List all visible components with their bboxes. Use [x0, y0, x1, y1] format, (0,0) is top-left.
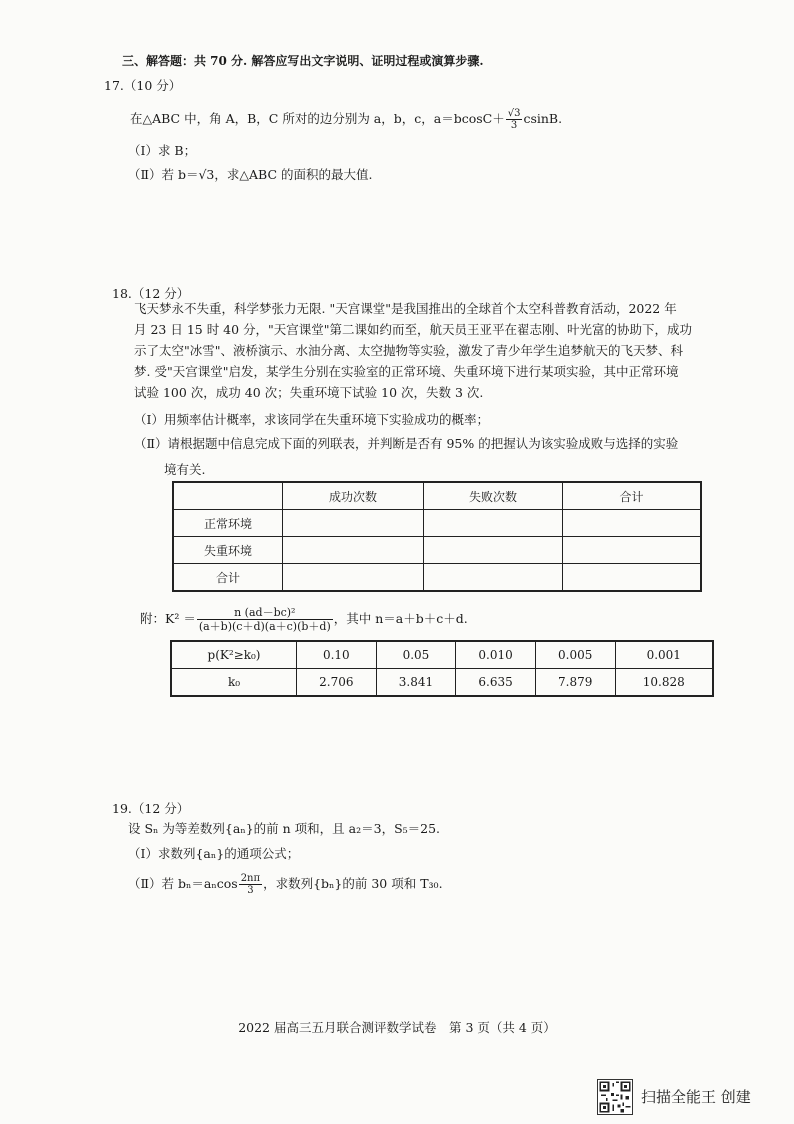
table-header-total: 合计: [563, 482, 702, 510]
qr-code-icon: [597, 1079, 633, 1115]
row-label-k0: k₀: [171, 669, 297, 697]
table-cell: [424, 564, 563, 592]
table-row: [171, 641, 713, 669]
scanner-watermark: [597, 1079, 777, 1115]
q19-fraction: [239, 873, 262, 896]
brand-label: 扫描全能王 创建: [641, 1088, 751, 1106]
k-value-cell: 7.879: [535, 669, 615, 697]
q18-number: 18.（12 分）: [112, 286, 190, 301]
q17-part1: （Ⅰ）求 B；: [128, 143, 197, 158]
q17-part2: （Ⅱ）若 b＝√3，求△ABC 的面积的最大值.: [128, 167, 373, 182]
p-value-cell: 0.001: [615, 641, 713, 669]
table-header-failure: 失败次数: [424, 482, 563, 510]
q18-para-line-5: 试验 100 次，成功 40 次；失重环境下试验 10 次，失数 3 次.: [134, 385, 484, 400]
formula-den: (a＋b)(c＋d)(a＋c)(b＋d): [198, 620, 331, 633]
p-value-cell: 0.05: [376, 641, 456, 669]
q18-para-line-1: 飞天梦永不失重，科学梦张力无限. "天宫课堂"是我国推出的全球首个太空科普教育活动，2022 年: [134, 301, 677, 316]
row-label-normal: 正常环境: [173, 510, 283, 537]
p-value-cell: 0.10: [297, 641, 377, 669]
q19-part2: [128, 872, 443, 896]
formula-prefix: 附：K² ＝: [140, 611, 196, 626]
q17-stem: [130, 108, 562, 131]
q19-stem: 设 Sₙ 为等差数列{aₙ}的前 n 项和，且 a₂＝3，S₅＝25.: [128, 821, 441, 836]
section-heading: 三、解答题：共 70 分. 解答应写出文字说明、证明过程或演算步骤.: [122, 54, 484, 68]
q19-part2-post: ，求数列{bₙ}的前 30 项和 T₃₀.: [263, 876, 443, 891]
row-label-total: 合计: [173, 564, 283, 592]
formula-num: n (ad－bc)²: [197, 606, 333, 620]
row-label-p: p(K²≥k₀): [171, 641, 297, 669]
critical-value-table: [170, 640, 714, 697]
q18-part2-line2: 境有关.: [164, 462, 206, 477]
table-row: [173, 510, 701, 537]
table-row: [173, 564, 701, 592]
q17-number: 17.（10 分）: [104, 78, 182, 93]
q18-para-line-3: 示了太空"冰雪"、液桥演示、水油分离、太空抛物等实验，激发了青少年学生追梦航天的飞天梦、科: [134, 343, 684, 358]
table-cell: [283, 537, 424, 564]
table-cell: [283, 510, 424, 537]
k-value-cell: 3.841: [376, 669, 456, 697]
q19-part2-pre: （Ⅱ）若 bₙ＝aₙcos: [128, 876, 238, 891]
table-cell: [424, 510, 563, 537]
table-cell: [283, 564, 424, 592]
table-row: [173, 537, 701, 564]
table-cell: [563, 564, 702, 592]
q17-frac-num: √3: [507, 108, 521, 119]
p-value-cell: 0.005: [535, 641, 615, 669]
table-row: [173, 482, 701, 510]
q19-frac-den: 3: [247, 885, 254, 896]
formula-fraction: [197, 606, 333, 633]
contingency-table: [172, 481, 702, 592]
k2-formula: [140, 606, 468, 633]
formula-suffix: ，其中 n＝a＋b＋c＋d.: [333, 611, 468, 626]
table-row: [171, 669, 713, 697]
q18-part2-line1: （Ⅱ）请根据题中信息完成下面的列联表，并判断是否有 95% 的把握认为该实验成败与选择的实验: [134, 436, 679, 451]
k-value-cell: 2.706: [297, 669, 377, 697]
k-value-cell: 10.828: [615, 669, 713, 697]
k-value-cell: 6.635: [456, 669, 536, 697]
q17-stem-pre: 在△ABC 中，角 A，B，C 所对的边分别为 a，b，c，a＝bcosC＋: [130, 111, 505, 126]
table-cell: [563, 510, 702, 537]
q17-frac-den: 3: [510, 120, 518, 131]
q18-para-line-4: 梦. 受"天宫课堂"启发，某学生分别在实验室的正常环境、失重环境下进行某项实验，其中正常环境: [134, 364, 679, 379]
q17-fraction: [506, 108, 523, 131]
page-footer: 2022 届高三五月联合测评数学试卷 第 3 页（共 4 页）: [238, 1020, 556, 1035]
table-cell: [173, 482, 283, 510]
table-cell: [563, 537, 702, 564]
q17-stem-post: csinB.: [523, 111, 563, 126]
table-cell: [424, 537, 563, 564]
row-label-weightless: 失重环境: [173, 537, 283, 564]
q19-frac-num: 2nπ: [240, 873, 261, 884]
q18-part1: （Ⅰ）用频率估计概率，求该同学在失重环境下实验成功的概率；: [134, 412, 489, 427]
table-header-success: 成功次数: [283, 482, 424, 510]
q18-para-line-2: 月 23 日 15 时 40 分，"天宫课堂"第二课如约而至，航天员王亚平在翟志刚、叶光富的协助下，成功: [134, 322, 693, 337]
q19-part1: （Ⅰ）求数列{aₙ}的通项公式；: [128, 846, 300, 861]
p-value-cell: 0.010: [456, 641, 536, 669]
q19-number: 19.（12 分）: [112, 801, 190, 816]
